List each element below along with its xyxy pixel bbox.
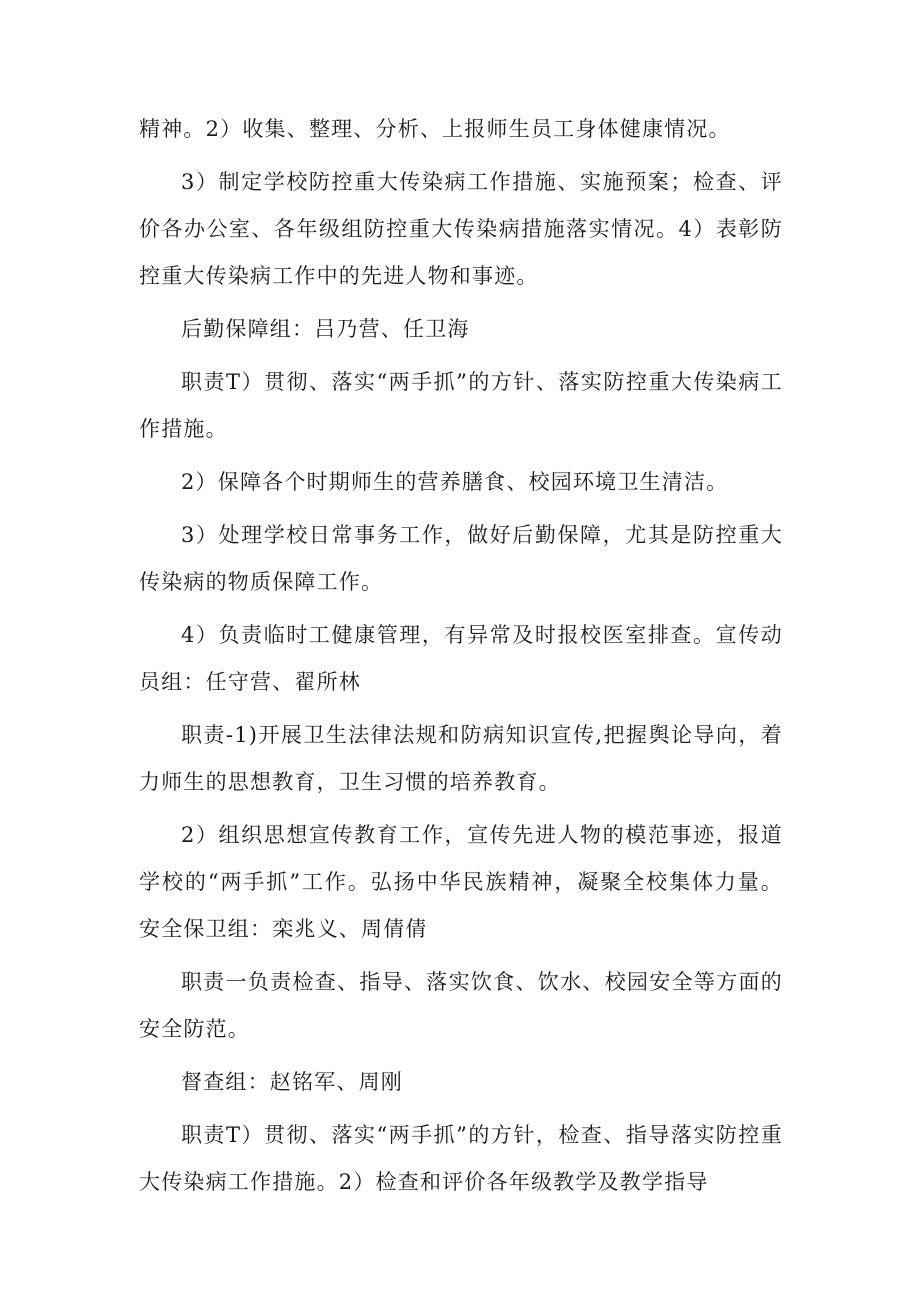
- paragraph-3: 后勤保障组：吕乃营、任卫海: [181, 317, 470, 341]
- paragraph-12: 职责T）贯彻、落实“两手抓”的方针，检查、指导落实防控重大传染病工作措施。2）检查和评价各年级教学及教学指导: [139, 1123, 783, 1194]
- paragraph-1: 精神。2）收集、整理、分析、上报师生员工身体健康情况。: [139, 117, 731, 141]
- paragraph-10: 职责一负责检查、指导、落实饮食、饮水、校园安全等方面的安全防范。: [139, 970, 783, 1041]
- paragraph-2: 3）制定学校防控重大传染病工作措施、实施预案；检查、评价各办公室、各年级组防控重大传染病措施落实情况。4）表彰防控重大传染病工作中的先进人物和事迹。: [139, 170, 783, 288]
- paragraph-7: 4）负责临时工健康管理，有异常及时报校医室排查。宣传动员组：任守营、翟所林: [139, 623, 783, 694]
- paragraph-8: 职责-1)开展卫生法律法规和防病知识宣传,把握舆论导向，着力师生的思想教育，卫生习惯的培养教育。: [139, 723, 783, 794]
- paragraph-6: 3）处理学校日常事务工作，做好后勤保障，尤其是防控重大传染病的物质保障工作。: [139, 523, 783, 594]
- document-body: [139, 106, 783, 1206]
- paragraph-5: 2）保障各个时期师生的营养膳食、校园环境卫生清洁。: [181, 470, 729, 494]
- paragraph-4: 职责T）贯彻、落实“两手抓”的方针、落实防控重大传染病工作措施。: [139, 370, 783, 441]
- paragraph-11: 督查组：赵铭军、周刚: [181, 1070, 403, 1094]
- paragraph-9: 2）组织思想宣传教育工作，宣传先进人物的模范事迹，报道学校的“两手抓”工作。弘扬中华民族精神，凝聚全校集体力量。安全保卫组：栾兆义、周倩倩: [139, 823, 783, 941]
